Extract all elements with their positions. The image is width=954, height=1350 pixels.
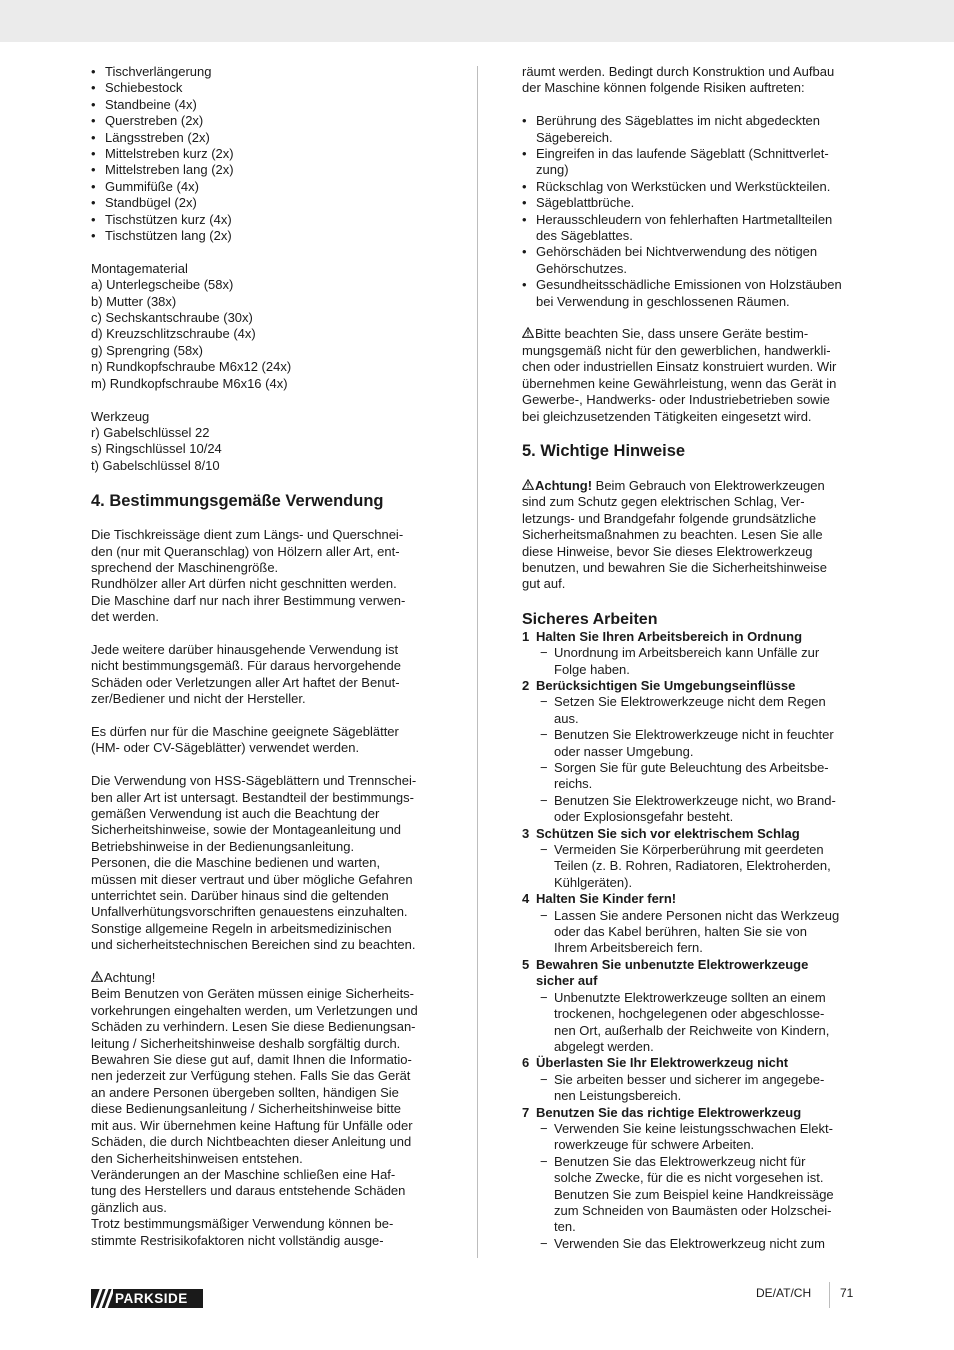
text-line: gemäßen Verwendung ist auch die Beachtung der (91, 805, 380, 821)
text-line: gänzlich aus. (91, 1199, 167, 1215)
left-column (91, 64, 436, 1249)
text-line: Die Tischkreissäge dient zum Längs- und Querschnei- (91, 527, 404, 543)
text-line: bei gleichzusetzenden Tätigkeiten eingesetzt wird. (522, 408, 812, 424)
text-line: Teilen (z. B. Rohren, Radiatoren, Elektroherden, (554, 858, 831, 874)
text-line: Benutzen Sie das richtige Elektrowerkzeug (536, 1104, 802, 1120)
right-column (522, 64, 864, 1252)
rule-item: − Lassen Sie andere Personen nicht das Werkzeug oder das Kabel berühren, halten Sie sie von Ihrem Arbeitsbereich fern. (540, 907, 840, 956)
text-line (522, 478, 864, 494)
text-line: Es dürfen nur für die Maschine geeignete Sägeblätter (91, 723, 399, 739)
rule-item: − Verwenden Sie keine leistungsschwachen Elekt- rowerkzeuge für schwere Arbeiten. (540, 1120, 833, 1153)
montage-item: g) Sprengring (58x) (91, 342, 203, 358)
rule-6 (522, 1055, 864, 1104)
rule-1 (522, 629, 864, 678)
text-line: Gehörschutzes. (536, 260, 628, 276)
text-line: vorkehrungen eingehalten werden, um Verletzungen und (91, 1002, 418, 1018)
rule-item: − Setzen Sie Elektrowerkzeuge nicht dem Regen aus. (540, 694, 826, 726)
text-line: oder das Kabel berühren, halten Sie sie von (554, 924, 807, 940)
achtung-heading (91, 970, 436, 986)
text-line: Sägeblattbrüche. (536, 195, 635, 211)
text-line: diese Hinweise, bevor Sie dieses Elektrowerkzeug (522, 543, 813, 559)
text-line: det werden. (91, 609, 159, 625)
text-line: sprechend der Maschinengröße. (91, 559, 279, 575)
text-line: oder Explosionsgefahr besteht. (554, 809, 734, 825)
list-item: • Tischstützen kurz (4x) (91, 212, 436, 228)
rule-title (522, 957, 864, 990)
column-divider (477, 66, 478, 1258)
section-4-paragraph-1 (91, 527, 436, 625)
text-line: Benutzen Sie Elektrowerkzeuge nicht, wo Brand- (554, 792, 836, 808)
text-line: den Sicherheitshinweisen entstehen. (91, 1150, 303, 1166)
montage-heading: Montagematerial (91, 260, 188, 276)
text-line: leitung / Sicherheitshinweise deshalb sorgfältig durch. (91, 1035, 401, 1051)
warning-icon (522, 326, 535, 342)
text-line (522, 326, 864, 342)
text-line: Die Verwendung von HSS-Sägeblättern und Trennschei- (91, 773, 417, 789)
text-line: Gehörschäden bei Nichtverwendung des nötigen (536, 244, 818, 260)
text-line: Personen, die die Maschine bedienen und warten, (91, 855, 381, 871)
text-line: Bewahren Sie diese gut auf, damit Ihnen die Informatio- (91, 1052, 412, 1068)
text-line: Schützen Sie sich vor elektrischem Schlag (536, 825, 800, 841)
werkzeug-item: r) Gabelschlüssel 22 (91, 424, 210, 440)
rule-7 (522, 1105, 864, 1253)
rule-5 (522, 957, 864, 1055)
list-item: • Querstreben (2x) (91, 113, 436, 129)
risk-intro (522, 64, 864, 97)
text-line: tung des Herstellers und daraus entstehende Schäden (91, 1183, 406, 1199)
list-item (522, 113, 864, 146)
text-line: trockenen, hochgelegenen oder abgeschlosse- (554, 1006, 825, 1022)
werkzeug-item: t) Gabelschlüssel 8/10 (91, 457, 220, 473)
list-item: • Längsstreben (2x) (91, 130, 436, 146)
list-item (522, 179, 864, 195)
text-line: Schäden oder Verletzungen aller Art haftet der Benut- (91, 674, 400, 690)
text-line: Überlasten Sie Ihr Elektrowerkzeug nicht (536, 1055, 789, 1071)
text-line: Sie arbeiten besser und sicherer im angegebe- (554, 1071, 825, 1087)
list-item: • Standbügel (2x) (91, 195, 436, 211)
parts-list (91, 64, 436, 244)
rule-number: 1 (522, 628, 530, 644)
text-line: Unordnung im Arbeitsbereich kann Unfälle zur (554, 645, 820, 661)
werkzeug-item: s) Ringschlüssel 10/24 (91, 441, 222, 457)
text-line: und sicherheitstechnischen Bereichen sind zu beachten. (91, 937, 416, 953)
rule-item: − Benutzen Sie Elektrowerkzeuge nicht, wo Brand- oder Explosionsgefahr besteht. (540, 792, 836, 825)
text-line: Eingreifen in das laufende Sägeblatt (Schnittverlet- (536, 146, 829, 162)
section-5-heading: 5. Wichtige Hinweise (522, 441, 686, 460)
text-line: Gesundheitsschädliche Emissionen von Holzstäuben (536, 277, 842, 293)
text-line: Rückschlag von Werkstücken und Werkstückteilen. (536, 178, 831, 194)
rule-item: − Sorgen Sie für gute Beleuchtung des Arbeitsbe- reichs. (540, 760, 829, 792)
text-line: mit aus. Wir übernehmen keine Haftung für Unfälle oder (91, 1117, 413, 1133)
commercial-use-notice (522, 326, 864, 424)
text-line: Unfallverhütungsvorschriften genauestens einzuhalten. (91, 904, 408, 920)
text-line: zum Schneiden von Baumästen oder Holzschei- (554, 1202, 832, 1218)
text-line: Sägebereich. (536, 129, 613, 145)
montage-item: b) Mutter (38x) (91, 293, 177, 309)
list-item: • Gummifüße (4x) (91, 179, 436, 195)
rule-title (522, 826, 864, 842)
text-line: Beim Benutzen von Geräten müssen einige Sicherheits- (91, 986, 415, 1002)
text-line: nen Leistungsbereich. (554, 1088, 682, 1104)
text-line: Sonstige allgemeine Regeln in arbeitsmedizinischen (91, 920, 392, 936)
text-line: abgelegt werden. (554, 1038, 654, 1054)
warning-icon (91, 970, 104, 986)
text-line: Benutzen Sie zum Beispiel keine Handkreissäge (554, 1186, 834, 1202)
text-line: unterrichtet sein. Darüber hinaus sind die geltenden (91, 888, 389, 904)
rule-number: 2 (522, 677, 530, 693)
text-line: gut auf. (522, 576, 566, 592)
text-line: nen jederzeit zur Verfügung stehen. Falls Sie das Gerät (91, 1068, 411, 1084)
list-item (522, 277, 864, 310)
text-line: Die Maschine darf nur nach ihrer Bestimmung verwen- (91, 592, 406, 608)
text-line: ten. (554, 1219, 576, 1235)
text-line: aus. (554, 710, 579, 726)
achtung-label: Achtung! (104, 970, 156, 986)
text-line: solche Zwecke, für die es nicht vorgesehen ist. (554, 1170, 824, 1186)
text-line: Setzen Sie Elektrowerkzeuge nicht dem Regen (554, 694, 826, 710)
text-line: müssen mit dieser vertraut und über mögliche Gefahren (91, 871, 413, 887)
section-4-paragraph-4 (91, 773, 436, 953)
montage-item: a) Unterlegscheibe (58x) (91, 277, 234, 293)
risk-list (522, 113, 864, 310)
text-line: Verwenden Sie keine leistungsschwachen Elekt- (554, 1120, 833, 1136)
text-line: ben aller Art ist untersagt. Bestandteil der bestimmungs- (91, 789, 414, 805)
text-line: Jede weitere darüber hinausgehende Verwendung ist (91, 641, 399, 657)
montage-item: n) Rundkopfschraube M6x12 (24x) (91, 359, 292, 375)
text-line: oder nasser Umgebung. (554, 743, 694, 759)
text-line: stimmte Restrisikofaktoren nicht vollständig ausge- (91, 1232, 384, 1248)
text-line: Bewahren Sie unbenutzte Elektrowerkzeuge (536, 956, 809, 972)
text-line: Verwenden Sie das Elektrowerkzeug nicht zum (554, 1235, 825, 1251)
list-item: • Tischstützen lang (2x) (91, 228, 436, 244)
rule-number: 4 (522, 891, 530, 907)
rule-number: 5 (522, 956, 530, 972)
page-number: 71 (840, 1286, 854, 1300)
text-line: Schäden zu verhindern. Lesen Sie diese Bedienungsan- (91, 1019, 416, 1035)
list-item (522, 146, 864, 179)
top-bar (0, 0, 954, 42)
text-line: Herausschleudern von fehlerhaften Hartmetallteilen (536, 211, 833, 227)
text-line: räumt werden. Bedingt durch Konstruktion und Aufbau (522, 64, 835, 79)
text-line: des Sägeblattes. (536, 228, 633, 244)
list-item (522, 195, 864, 211)
text-line: Kühlgeräten). (554, 874, 633, 890)
text-line: Lassen Sie andere Personen nicht das Werkzeug (554, 907, 840, 923)
section-4-heading: 4. Bestimmungsgemäße Verwendung (91, 492, 384, 511)
rule-item: − Sie arbeiten besser und sicherer im angegebe- nen Leistungsbereich. (540, 1071, 825, 1104)
text-line: sind zum Schutz gegen elektrischen Schlag, Ver- (522, 494, 805, 510)
rule-item: − Verwenden Sie das Elektrowerkzeug nicht zum (540, 1235, 825, 1251)
text-line: Sicherheitshinweise, sowie der Montageanleitung und (91, 822, 402, 838)
text-line: nen Ort, außerhalb der Reichweite von Kindern, (554, 1022, 830, 1038)
werkzeug-heading: Werkzeug (91, 408, 150, 424)
section-5-paragraph (522, 478, 864, 593)
rule-title (522, 629, 864, 645)
text-line: reichs. (554, 776, 593, 792)
list-item: • Tischverlängerung (91, 64, 436, 80)
list-item (522, 212, 864, 245)
rule-title (522, 678, 864, 694)
text-line: Folge haben. (554, 661, 630, 677)
text-line: Berührung des Sägeblattes im nicht abgedeckten (536, 113, 821, 129)
text-line: bei Verwendung in geschlossenen Räumen. (536, 293, 790, 309)
footer-language: DE/AT/CH (756, 1286, 812, 1300)
text-line: chen oder industriellen Einsatz konstruiert wurden. Wir (522, 359, 837, 375)
rule-number: 6 (522, 1055, 530, 1071)
text-line: zung) (536, 162, 569, 178)
text-line: an andere Personen übergeben sollten, händigen Sie (91, 1084, 399, 1100)
text-line: Berücksichtigen Sie Umgebungseinflüsse (536, 677, 796, 693)
text-line: Sicherheitsmaßnahmen zu beachten. Lesen Sie alle (522, 527, 823, 543)
section-4-paragraph-3 (91, 724, 436, 757)
logo-text: PARKSIDE (115, 1291, 188, 1306)
rule-title (522, 1055, 864, 1071)
rule-item: − Vermeiden Sie Körperberührung mit geerdeten Teilen (z. B. Rohren, Radiatoren, Elektroherden, Kühlgeräten). (540, 842, 831, 890)
text-line: Schäden, die durch Nichtbeachten dieser Anleitung und (91, 1134, 412, 1150)
section-4-paragraph-5 (91, 986, 436, 1249)
text-line: Rundhölzer aller Art dürfen nicht geschnitten werden. (91, 576, 397, 592)
rule-item: − Unordnung im Arbeitsbereich kann Unfälle zur Folge haben. (540, 645, 820, 677)
text-line: Sorgen Sie für gute Beleuchtung des Arbeitsbe- (554, 760, 829, 775)
rule-item: − Benutzen Sie das Elektrowerkzeug nicht für solche Zwecke, für die es nicht vorgesehen ist. Benutzen Sie zum Beispiel keine Handkreissäge zum Schneiden von Baumästen oder Holzschei- ten. (540, 1153, 834, 1235)
text-line: Benutzen Sie das Elektrowerkzeug nicht für (554, 1153, 806, 1169)
montage-item: d) Kreuzschlitzschraube (4x) (91, 326, 256, 342)
rule-item: − Benutzen Sie Elektrowerkzeuge nicht in feuchter oder nasser Umgebung. (540, 727, 834, 759)
text-line: sicher auf (536, 973, 598, 989)
rule-number: 7 (522, 1104, 530, 1120)
text-line: diese Bedienungsanleitung / Sicherheitshinweise bitte (91, 1101, 402, 1117)
text-line: Ihrem Arbeitsbereich fern. (554, 940, 703, 956)
sicheres-arbeiten-heading: Sicheres Arbeiten (522, 610, 658, 628)
text-line: letzungs- und Brandgefahr folgende grundsätzliche (522, 510, 817, 526)
text-line: Betriebshinweise in der Bedienungsanleitung. (91, 838, 355, 854)
text-line: übernehmen keine Gewährleistung, wenn das Gerät in (522, 375, 837, 391)
section-4-paragraph-2 (91, 642, 436, 708)
list-item: • Mittelstreben lang (2x) (91, 162, 436, 178)
text-line: zer/Bediener und nicht der Hersteller. (91, 691, 306, 707)
parkside-logo (91, 1289, 203, 1308)
text-line: rowerkzeuge für schwere Arbeiten. (554, 1137, 755, 1153)
text-line: Unbenutzte Elektrowerkzeuge sollten an einem (554, 989, 826, 1005)
text-line: Vermeiden Sie Körperberührung mit geerdeten (554, 842, 824, 858)
montage-item: m) Rundkopfschraube M6x16 (4x) (91, 375, 288, 391)
list-item: • Standbeine (4x) (91, 97, 436, 113)
achtung-label: Achtung! (535, 477, 593, 493)
text-line: Trotz bestimmungsmäßiger Verwendung können be- (91, 1216, 394, 1232)
text-line: (HM- oder CV-Sägeblätter) verwendet werden. (91, 740, 360, 756)
text-line: Halten Sie Kinder fern! (536, 891, 677, 907)
text-line: Beim Gebrauch von Elektrowerkzeugen (592, 477, 825, 493)
montage-item: c) Sechskantschraube (30x) (91, 310, 253, 326)
rule-title (522, 891, 864, 907)
text-line: mungsgemäß nicht für den gewerblichen, handwerkli- (522, 342, 831, 358)
rule-4 (522, 891, 864, 957)
text-line: Gewerbe-, Handwerks- oder Industriebetrieben sowie (522, 392, 830, 408)
rule-title (522, 1105, 864, 1121)
rule-item: − Unbenutzte Elektrowerkzeuge sollten an einem trockenen, hochgelegenen oder abgeschlosse- nen Ort, außerhalb der Reichweite von Kindern, abgelegt werden. (540, 989, 830, 1054)
text-line: Halten Sie Ihren Arbeitsbereich in Ordnung (536, 628, 803, 644)
footer-divider (829, 1282, 830, 1308)
list-item: • Schiebestock (91, 80, 436, 96)
warning-icon (522, 478, 535, 494)
rule-3 (522, 826, 864, 892)
text-line: Veränderungen an der Maschine schließen eine Haf- (91, 1166, 396, 1182)
text-line: Bitte beachten Sie, dass unsere Geräte bestim- (535, 326, 809, 342)
text-line: nicht bestimmungsgemäß. Für daraus hervorgehende (91, 658, 401, 674)
logo-stripes-icon (91, 1289, 113, 1308)
text-line: Benutzen Sie Elektrowerkzeuge nicht in feuchter (554, 727, 834, 743)
text-line: der Maschine können folgende Risiken auftreten: (522, 80, 805, 96)
rule-number: 3 (522, 825, 530, 841)
list-item: • Mittelstreben kurz (2x) (91, 146, 436, 162)
text-line: benutzen, und bewahren Sie die Sicherheitshinweise (522, 559, 827, 575)
rule-2 (522, 678, 864, 826)
text-line: den (nur mit Queranschlag) von Hölzern aller Art, ent- (91, 543, 400, 559)
list-item (522, 244, 864, 277)
